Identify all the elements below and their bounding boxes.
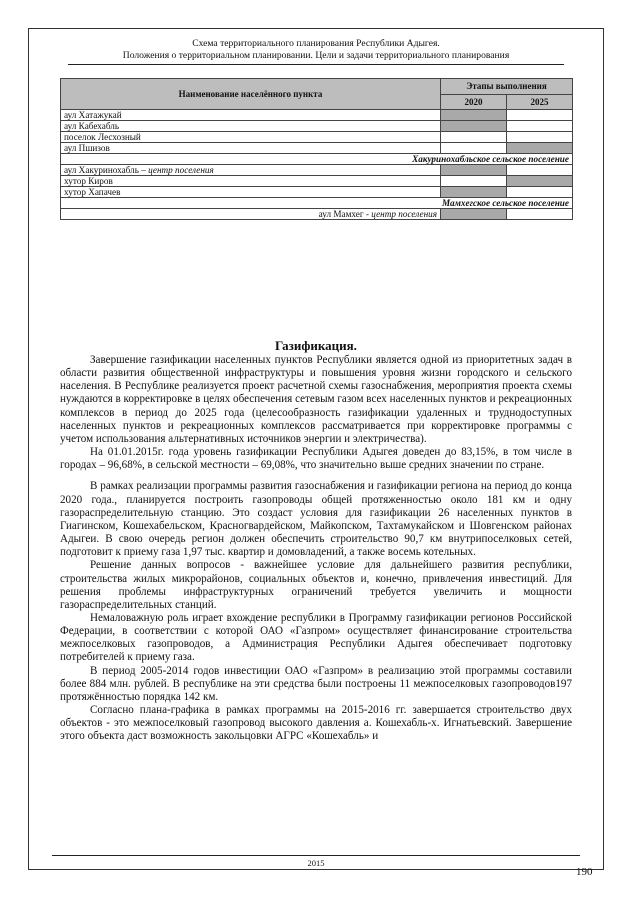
page-number: 190: [576, 866, 593, 878]
locality-name: [61, 121, 441, 132]
stage-cell-2025: [507, 143, 573, 154]
stage-cell-2020: [441, 176, 507, 187]
stage-cell-2020: [441, 165, 507, 176]
locality-name-text: поселок Лесхозный: [64, 132, 141, 142]
settlement-name: Хакуринохабльское сельское поселение: [61, 154, 573, 165]
table-row: [61, 143, 573, 154]
stage-cell-2020: [441, 187, 507, 198]
stage-cell-2025: [507, 209, 573, 220]
col-stages: Этапы выполнения: [441, 79, 573, 95]
locality-name: [61, 187, 441, 198]
stage-cell-2020: [441, 110, 507, 121]
stage-cell-2025: [507, 121, 573, 132]
section-title: Газификация.: [275, 338, 357, 353]
col-2025: 2025: [507, 94, 573, 110]
settlement-name: Мамхегское сельское поселение: [61, 198, 573, 209]
stage-cell-2020: [441, 143, 507, 154]
locality-name-text: аул Хакуринохабль: [64, 165, 139, 175]
col-settlement-name: Наименование населённого пункта: [61, 79, 441, 110]
col-2020: 2020: [441, 94, 507, 110]
header-rule: [68, 64, 564, 65]
table-row: [61, 121, 573, 132]
paragraph: В период 2005-2014 годов инвестиции ОАО «Газпром» в реализацию этой программы составили более 884 млн. рублей. В республике на эти средства были построены 11 межпоселковых газопроводов197 протяжённостью порядка 142 км.: [60, 664, 572, 703]
locality-name: [61, 110, 441, 121]
stages-table-body: [61, 110, 573, 220]
table-row: [61, 176, 573, 187]
settlement-row: [61, 154, 573, 165]
stage-cell-2025: [507, 165, 573, 176]
locality-name-text: хутор Хапачев: [64, 187, 121, 197]
center-note: центр поселения: [371, 209, 437, 219]
stage-cell-2020: [441, 121, 507, 132]
settlement-row: [61, 198, 573, 209]
stage-cell-2025: [507, 110, 573, 121]
stage-cell-2020: [441, 132, 507, 143]
table-row: [61, 209, 573, 220]
stage-cell-2025: [507, 132, 573, 143]
paragraph: Решение данных вопросов - важнейшее условие для дальнейшего развития республики, строительства жилых микрорайонов, социальных объектов и, конечно, привлечения инвестиций. Для решения проблемы инфраструктурных ограничений требуется увеличить и мощности газораспределительных станций.: [60, 559, 572, 611]
paragraph: Согласно плана-графика в рамках программы на 2015-2016 гг. завершается строительство двух объектов - это межпоселковый газопровод высокого давления а. Кошехабль-х. Игнатьевский. Завершение этого объекта даст возможность закольцовки АГРС «Кошехабль» и: [60, 704, 572, 743]
locality-name: аул Хакуринохабль – центр поселения: [61, 165, 441, 176]
locality-name-text: хутор Киров: [64, 176, 113, 186]
locality-name-text: аул Мамхег: [318, 209, 364, 219]
running-header: [28, 38, 604, 62]
table-row: [61, 187, 573, 198]
stage-cell-2025: [507, 187, 573, 198]
header-line-1: Схема территориального планирования Республики Адыгея.: [192, 38, 440, 49]
footer-rule: [52, 855, 580, 856]
paragraph: Немаловажную роль играет вхождение республики в Программу газификации регионов Российской Федерации, в соответствии с которой ОАО «Газпром» осуществляет финансирование строительства межпоселковых газопроводов, а Администрация Республики Адыгея обеспечивает подготовку потребителей к приему газа.: [60, 611, 572, 664]
body-text: [60, 354, 572, 744]
paragraph: В рамках реализации программы развития газоснабжения и газификации региона на период до конца 2020 года., планируется построить газопроводы общей протяженностью около 181 км и одну газораспределительную станцию. Это создаст условия для газификации 26 населенных пунктов в Гиагинском, Кошехабельском, Красногвардейском, Майкопском, Тахтамукайском и Шовгенском районах Адыгеи. В свою очередь регион должен обеспечить строительство 90,7 км внутрипоселковых сетей, подготовит к приему газа 1,97 тыс. квартир и домовладений, а также восемь котельных.: [60, 480, 572, 559]
stage-cell-2020: [441, 209, 507, 220]
paragraph: Завершение газификации населенных пунктов Республики является одной из приоритетных задач в области развития общественной инфраструктуры и повышения уровня жизни городского и сельского населения. В Республике реализуется проект расчетной схемы газоснабжения, мероприятия проекта схемы нуждаются в корректировке в целях обеспечения сетевым газом всех населенных пунктов и рекреационных комплексов в период до 2025 года (целесообразность газификации удаленных и труднодоступных населенных пунктов и рекреационных комплексов рассматривается при корректировке программы с учетом использования альтернативных источников энергии и электричества).: [60, 354, 572, 445]
center-note: центр поселения: [148, 165, 214, 175]
stage-cell-2025: [507, 176, 573, 187]
table-row: [61, 110, 573, 121]
locality-name: [61, 143, 441, 154]
locality-name: аул Мамхег - центр поселения: [61, 209, 441, 220]
locality-name: [61, 176, 441, 187]
paragraph: На 01.01.2015г. года уровень газификации Республики Адыгея доведен до 83,15%, в том числе в городах – 96,68%, в сельской местности – 69,08%, что значительно выше средних значении по стране.: [60, 446, 572, 472]
table-row: [61, 165, 573, 176]
stages-table: [60, 78, 573, 220]
locality-name-text: аул Пшизов: [64, 143, 110, 153]
table-row: [61, 132, 573, 143]
header-line-2: Положения о территориальном планировании. Цели и задачи территориального планирования: [122, 50, 510, 61]
locality-name-text: аул Кабехабль: [64, 121, 120, 131]
footer-year: 2015: [307, 858, 325, 868]
locality-name: [61, 132, 441, 143]
locality-name-text: аул Хатажукай: [64, 110, 122, 120]
